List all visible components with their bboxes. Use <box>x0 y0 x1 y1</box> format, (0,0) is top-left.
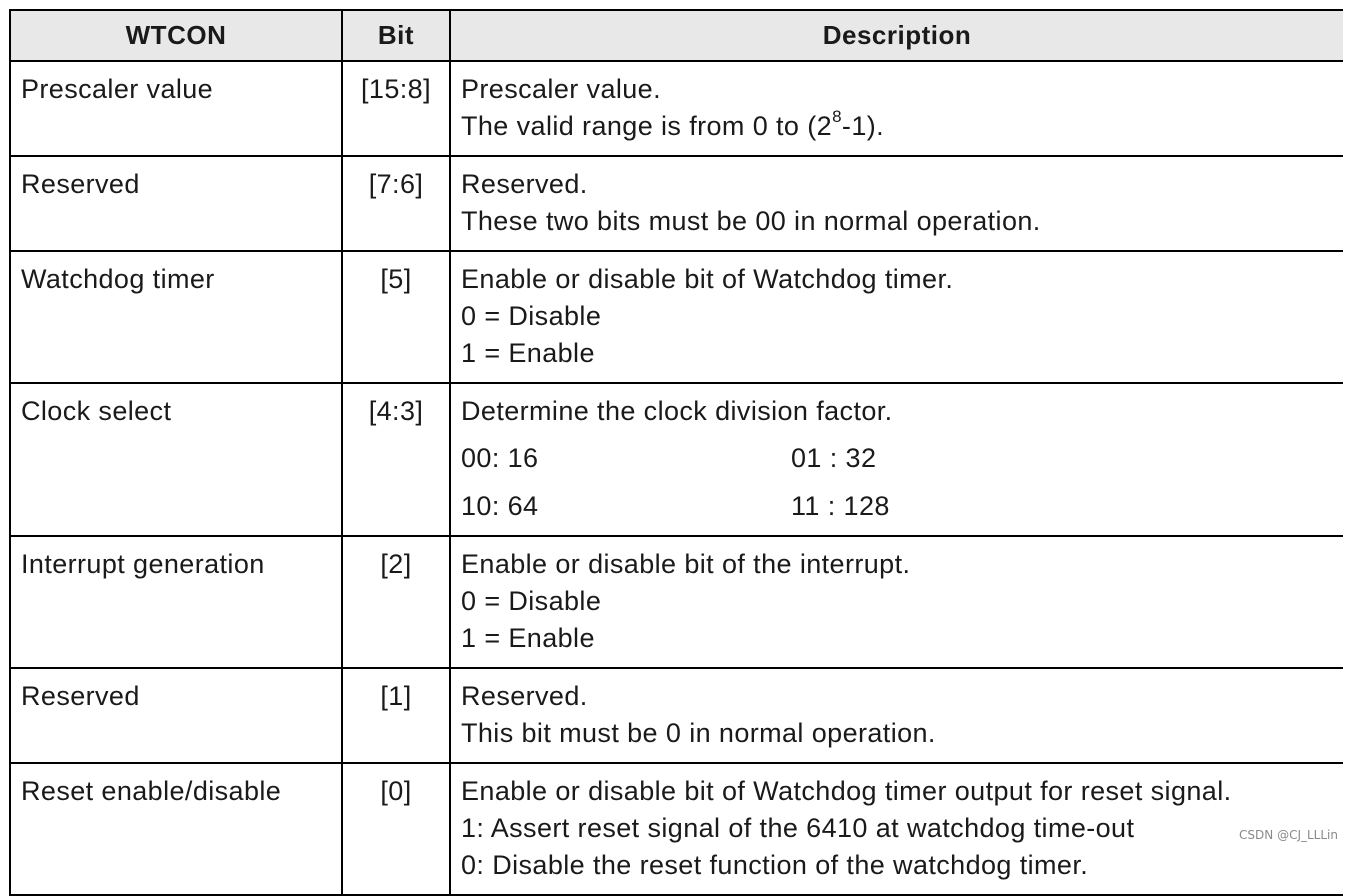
description-line: Prescaler value. <box>461 74 661 104</box>
header-description: Description <box>450 10 1343 61</box>
field-description <box>450 763 1343 895</box>
field-name: Reserved <box>10 156 342 251</box>
field-name: Prescaler value <box>10 61 342 156</box>
watermark: CSDN @CJ_LLLin <box>1239 828 1338 842</box>
field-description <box>450 251 1343 383</box>
description-line-range <box>461 108 1333 145</box>
description-line: 0: Disable the reset function of the watchdog timer. <box>461 850 1089 880</box>
field-description <box>450 61 1343 156</box>
field-name: Watchdog timer <box>10 251 342 383</box>
field-bits: [7:6] <box>342 156 450 251</box>
table-header-row <box>10 10 1343 61</box>
header-bit: Bit <box>342 10 450 61</box>
field-bits: [5] <box>342 251 450 383</box>
range-suffix: -1). <box>841 111 885 141</box>
description-line: Determine the clock division factor. <box>461 396 893 426</box>
field-bits: [2] <box>342 536 450 668</box>
table-row <box>10 668 1343 763</box>
description-line: 1 = Enable <box>461 623 595 653</box>
table-row <box>10 536 1343 668</box>
description-line: These two bits must be 00 in normal operation. <box>461 206 1041 236</box>
field-description <box>450 668 1343 763</box>
description-line: Enable or disable bit of Watchdog timer output for reset signal. <box>461 776 1232 806</box>
header-wtcon: WTCON <box>10 10 342 61</box>
description-line: 0 = Disable <box>461 301 602 331</box>
field-bits: [15:8] <box>342 61 450 156</box>
field-name: Reserved <box>10 668 342 763</box>
factor-value: 01 : 32 <box>791 443 877 473</box>
description-line: 0 = Disable <box>461 586 602 616</box>
description-line: Reserved. <box>461 681 588 711</box>
wtcon-register-table <box>9 9 1343 896</box>
field-bits: [4:3] <box>342 383 450 536</box>
factor-value: 00: 16 <box>461 443 539 473</box>
table-row <box>10 383 1343 536</box>
description-line: 1 = Enable <box>461 338 595 368</box>
range-exponent: 8 <box>832 107 842 126</box>
field-bits: [1] <box>342 668 450 763</box>
description-line: Enable or disable bit of Watchdog timer. <box>461 264 954 294</box>
table-row <box>10 156 1343 251</box>
field-bits: [0] <box>342 763 450 895</box>
description-line: Enable or disable bit of the interrupt. <box>461 549 911 579</box>
field-description <box>450 536 1343 668</box>
field-name: Interrupt generation <box>10 536 342 668</box>
description-line: 1: Assert reset signal of the 6410 at watchdog time-out <box>461 813 1135 843</box>
field-description <box>450 156 1343 251</box>
description-line: This bit must be 0 in normal operation. <box>461 718 936 748</box>
factor-value: 10: 64 <box>461 491 539 521</box>
field-name: Clock select <box>10 383 342 536</box>
table-row <box>10 61 1343 156</box>
clock-factor-grid <box>461 440 1333 525</box>
field-description <box>450 383 1343 536</box>
field-name: Reset enable/disable <box>10 763 342 895</box>
factor-value: 11 : 128 <box>791 491 890 521</box>
range-prefix: The valid range is from 0 to (2 <box>461 111 833 141</box>
table-row <box>10 763 1343 895</box>
description-line: Reserved. <box>461 169 588 199</box>
table-row <box>10 251 1343 383</box>
